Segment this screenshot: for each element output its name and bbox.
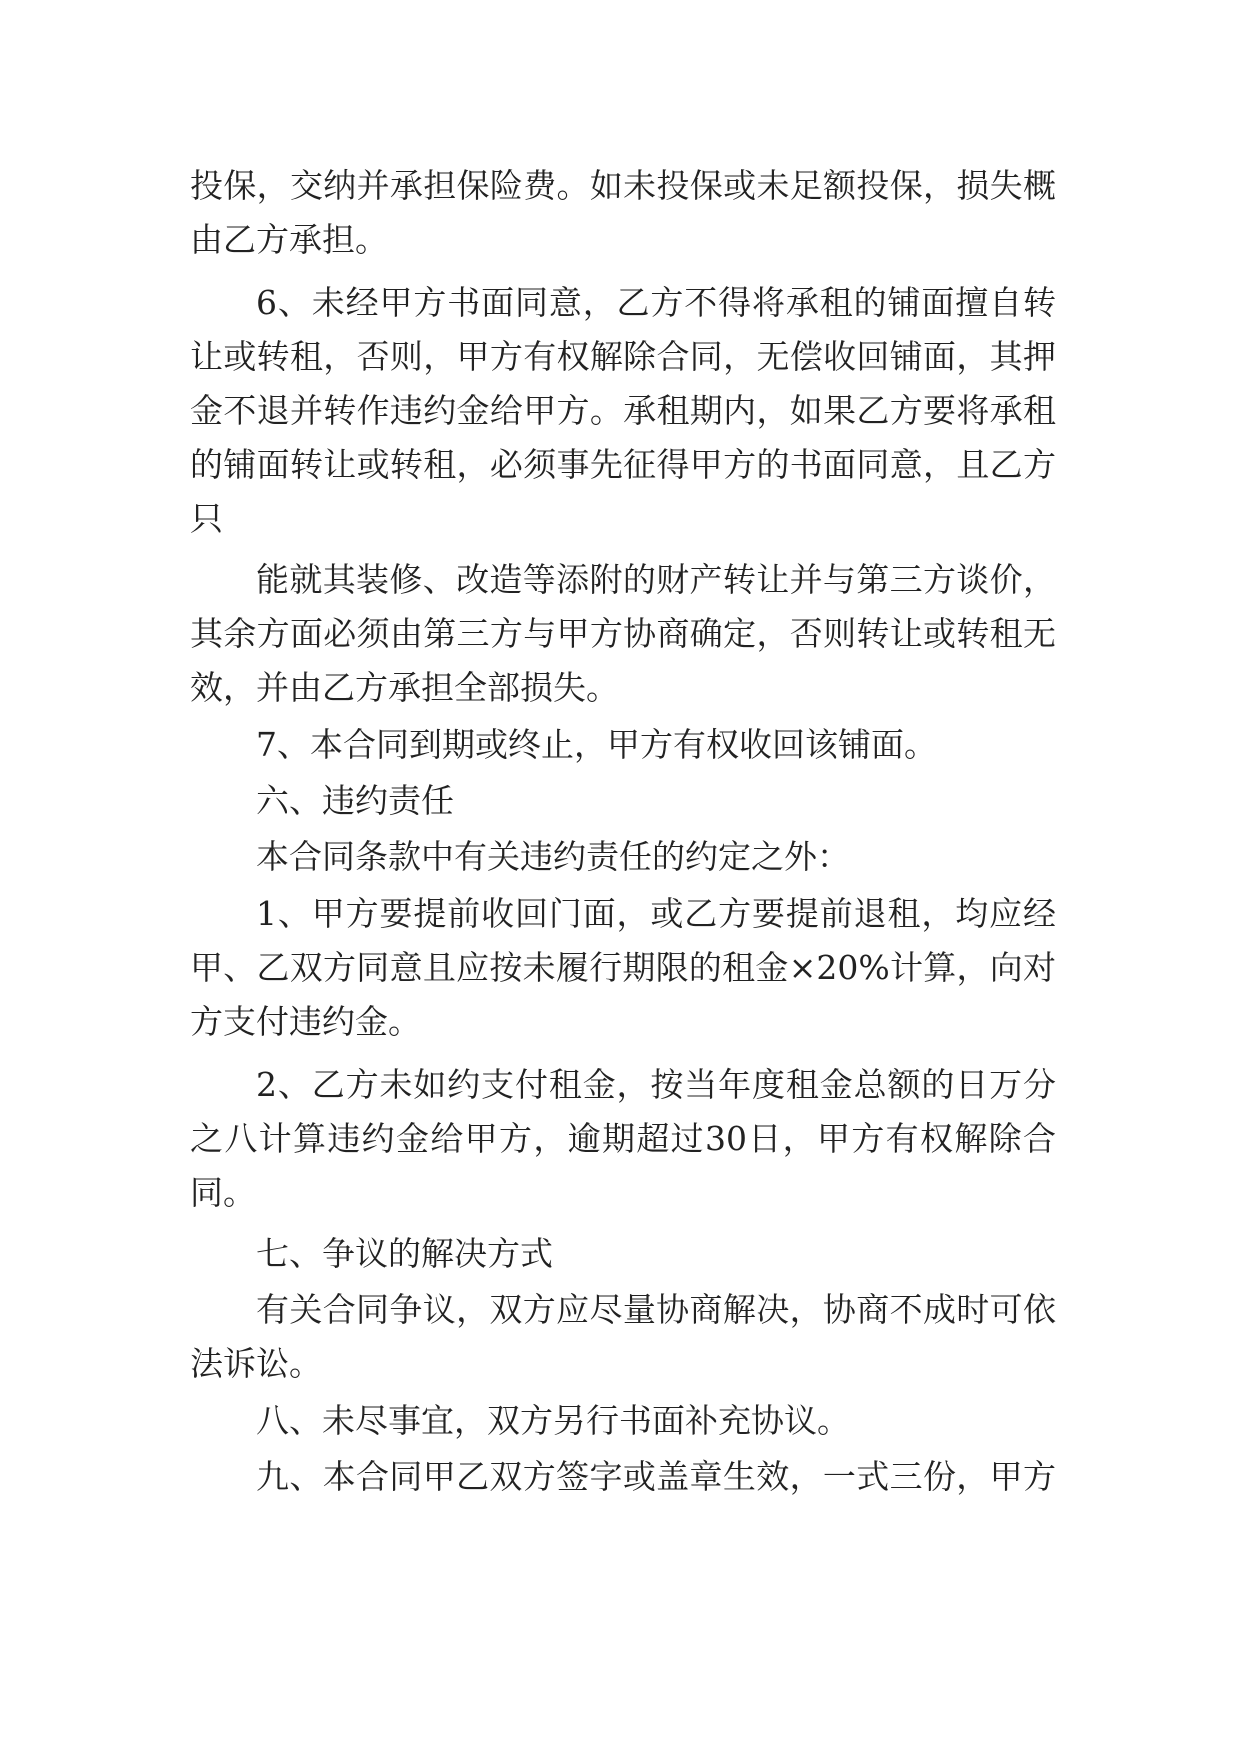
text-line: 之八计算违约金给甲方，逾期超过30日，甲方有权解除合 (190, 1119, 1056, 1158)
text-line: 2、乙方未如约支付租金，按当年度租金总额的日万分 (256, 1065, 1056, 1104)
text-line: 金不退并转作违约金给甲方。承租期内，如果乙方要将承租 (190, 391, 1056, 430)
text-line: 效，并由乙方承担全部损失。 (190, 668, 619, 707)
text-line: 7、本合同到期或终止，甲方有权收回该铺面。 (256, 725, 937, 764)
text-line: 的铺面转让或转租，必须事先征得甲方的书面同意，且乙方 (190, 445, 1056, 484)
text-line: 有关合同争议，双方应尽量协商解决，协商不成时可依 (256, 1290, 1056, 1329)
section-heading: 六、违约责任 (256, 781, 454, 820)
text-line: 同。 (190, 1173, 256, 1212)
text-line: 由乙方承担。 (190, 220, 388, 259)
text-line: 投保，交纳并承担保险费。如未投保或未足额投保，损失概 (190, 166, 1056, 205)
text-line: 法诉讼。 (190, 1344, 322, 1383)
text-line: 九、本合同甲乙双方签字或盖章生效，一式三份，甲方 (256, 1457, 1056, 1496)
text-line: 方支付违约金。 (190, 1002, 421, 1041)
text-line: 只 (190, 499, 223, 538)
text-line: 6、未经甲方书面同意，乙方不得将承租的铺面擅自转 (256, 283, 1056, 322)
text-line: 甲、乙双方同意且应按未履行期限的租金×20%计算，向对 (190, 948, 1056, 987)
section-heading: 八、未尽事宜，双方另行书面补充协议。 (256, 1401, 850, 1440)
section-heading: 七、争议的解决方式 (256, 1234, 553, 1273)
text-line: 能就其装修、改造等添附的财产转让并与第三方谈价， (256, 560, 1056, 599)
text-line: 1、甲方要提前收回门面，或乙方要提前退租，均应经 (256, 894, 1056, 933)
text-line: 其余方面必须由第三方与甲方协商确定，否则转让或转租无 (190, 614, 1056, 653)
text-line: 本合同条款中有关违约责任的约定之外： (256, 837, 850, 876)
text-line: 让或转租，否则，甲方有权解除合同，无偿收回铺面，其押 (190, 337, 1056, 376)
